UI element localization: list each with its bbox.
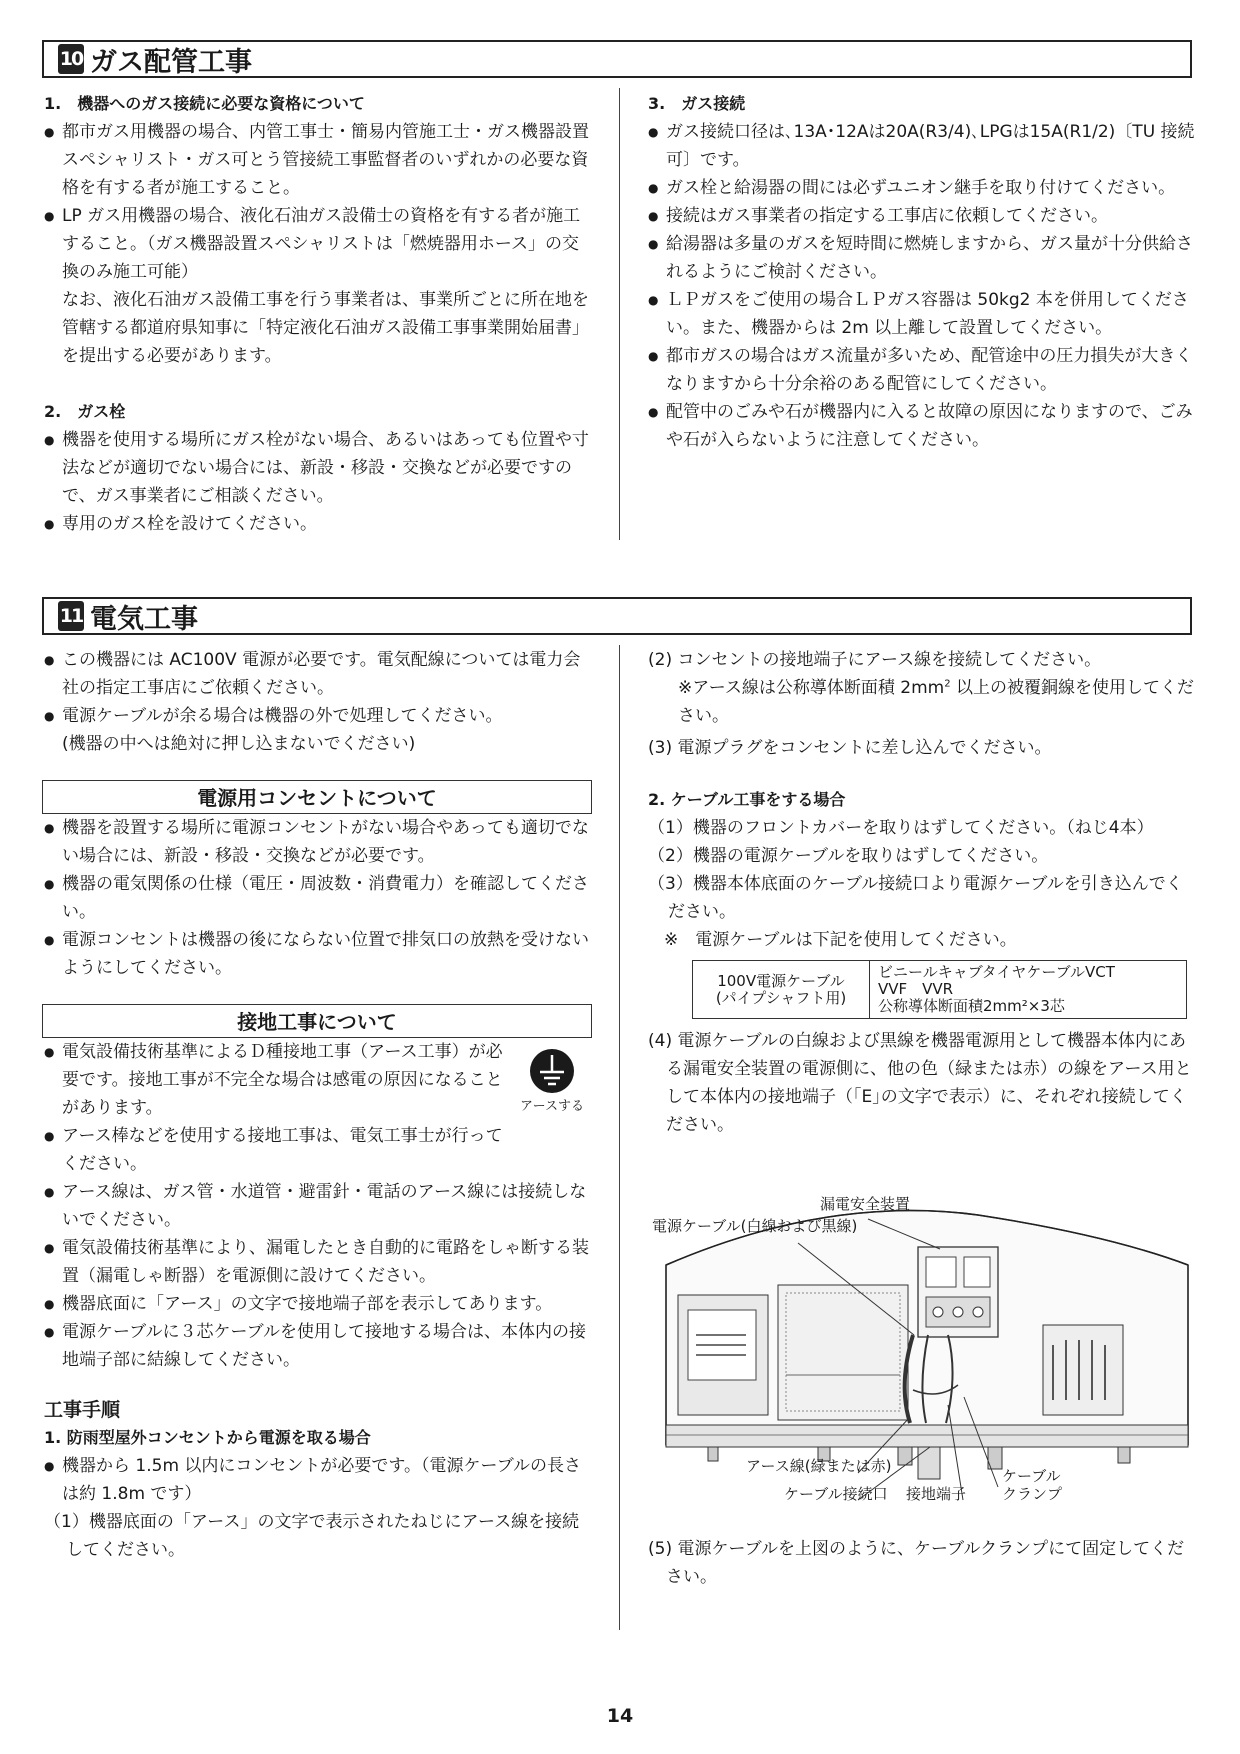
- bullet: ● 機器を設置する場所に電源コンセントがない場合やあっても適切でない場合には、新設・移設・交換などが必要です。: [44, 814, 592, 870]
- bullet: ● 機器底面に「アース」の文字で接地端子部を表示してあります。: [44, 1290, 592, 1318]
- numbered-step: (4) 電源ケーブルの白線および黒線を機器電源用として機器本体内にある漏電安全装置の電源側に、他の色（緑または赤）の線をアース用として本体内の接地端子（｢E｣の文字で表示）に、それぞれ接続してください。: [648, 1031, 1192, 1135]
- ground-heading-box: 接地工事について: [42, 1004, 592, 1038]
- section-title: 電気工事: [90, 603, 198, 635]
- bullet: ● 専用のガス栓を設けてください。: [44, 510, 592, 538]
- page-number: 14: [606, 1705, 634, 1727]
- bullet: ● 機器を使用する場所にガス栓がない場合、あるいはあっても位置や寸法などが適切でない場合には、新設・移設・交換などが必要ですので、ガス事業者にご相談ください。: [44, 426, 592, 510]
- label-cable-clamp-1: ケーブル: [1002, 1467, 1061, 1485]
- numbered-step: （1）機器のフロントカバーを取りはずしてください。（ねじ4本）: [648, 818, 1154, 838]
- bullet: ● 機器の電気関係の仕様（電圧・周波数・消費電力）を確認してください。: [44, 870, 592, 926]
- note: [648, 674, 1196, 730]
- bullet: ● 給湯器は多量のガスを短時間に燃焼しますから、ガス量が十分供給されるようにご検討ください。: [648, 230, 1196, 286]
- bullet: ● この機器には AC100V 電源が必要です。電気配線については電力会社の指定工事店にご依頼ください。: [44, 646, 592, 702]
- gas-left-column: [44, 90, 592, 538]
- bullet: ● LP ガス用機器の場合、液化石油ガス設備士の資格を有する者が施工すること。（ガス機器設置スペシャリストは「燃焼器用ホース」の交換のみ施工可能）: [44, 202, 592, 286]
- elec-right-column: [648, 646, 1196, 1139]
- note-text: ※アース線は公称導体断面積 2mm: [678, 678, 945, 698]
- bullet: ● 電源コンセントは機器の後にならない位置で排気口の放熱を受けないようにしてください。: [44, 926, 592, 982]
- cable-spec-line: VVF VVR: [878, 980, 954, 998]
- gas-right-column: [648, 90, 1196, 454]
- wiring-diagram: [648, 1185, 1208, 1525]
- bullet: ● 接続はガス事業者の指定する工事店に依頼してください。: [648, 202, 1196, 230]
- numbered-step: (5) 電源ケーブルを上図のように、ケーブルクランプにて固定してください。: [648, 1539, 1185, 1587]
- cable-spec-table: [692, 960, 1187, 1019]
- label-cable-inlet: ケーブル接続口: [784, 1485, 888, 1503]
- label-leakage-device: 漏電安全装置: [820, 1195, 911, 1213]
- ground-icon: [529, 1048, 575, 1094]
- numbered-step: （2）機器の電源ケーブルを取りはずしてください。: [648, 846, 1049, 866]
- note: (機器の中へは絶対に押し込まないでください): [62, 734, 416, 754]
- elec-section-header: [42, 597, 1192, 635]
- label-cable-clamp-2: クランプ: [1002, 1485, 1063, 1503]
- note: ※ 電源ケーブルは下記を使用してください。: [664, 930, 1017, 950]
- bullet: ● アース棒などを使用する接地工事は、電気工事士が行ってください。: [44, 1122, 517, 1178]
- cable-spec-line: 公称導体断面積2mm²×3芯: [878, 997, 1065, 1015]
- superscript: 2: [944, 678, 951, 690]
- numbered-step: （1）機器底面の「アース」の文字で表示されたねじにアース線を接続してください。: [44, 1512, 580, 1560]
- subheading: 1. 機器へのガス接続に必要な資格について: [44, 94, 365, 113]
- bullet: ● 電源ケーブルに３芯ケーブルを使用して接地する場合は、本体内の接地端子部に結線してください。: [44, 1318, 592, 1374]
- gas-section-header: [42, 40, 1192, 78]
- bullet: ● ガス栓と給湯器の間には必ずユニオン継手を取り付けてください。: [648, 174, 1196, 202]
- outlet-heading-box: 電源用コンセントについて: [42, 780, 592, 814]
- column-divider: [619, 645, 620, 1630]
- bullet: ● 機器から 1.5m 以内にコンセントが必要です。（電源ケーブルの長さは約 1.8m です）: [44, 1452, 592, 1508]
- table-cell-value: [870, 961, 1187, 1019]
- bullet: ● 都市ガスの場合はガス流量が多いため、配管途中の圧力損失が大きくなりますから十分余裕のある配管にしてください。: [648, 342, 1196, 398]
- numbered-step: （3）機器本体底面のケーブル接続口より電源ケーブルを引き込んでください。: [648, 874, 1183, 922]
- bullet: ● アース線は、ガス管・水道管・避雷針・電話のアース線には接続しないでください。: [44, 1178, 592, 1234]
- section-number: 10: [58, 44, 84, 74]
- label-power-cable: 電源ケーブル(白線および黒線): [652, 1217, 858, 1235]
- bullet: ● 電気設備技術基準によるＤ種接地工事（アース工事）が必要です。接地工事が不完全な場合は感電の原因になることがあります。: [44, 1038, 517, 1122]
- table-cell-label: [693, 961, 870, 1019]
- column-divider: [619, 88, 620, 540]
- numbered-step: (3) 電源プラグをコンセントに差し込んでください。: [648, 738, 1052, 758]
- bullet: ● 電源ケーブルが余る場合は機器の外で処理してください。: [44, 702, 592, 730]
- numbered-step: (2) コンセントの接地端子にアース線を接続してください。: [648, 650, 1102, 670]
- bullet: ● ＬＰガスをご使用の場合ＬＰガス容器は 50kg2 本を併用してください。また、機器からは 2m 以上離して設置してください。: [648, 286, 1196, 342]
- note-text-rest: 以上の被覆銅線を使用してください。: [678, 678, 1195, 726]
- subheading: 2. ケーブル工事をする場合: [648, 790, 846, 809]
- cable-spec-line: ビニールキャブタイヤケーブルVCT: [878, 963, 1115, 981]
- bullet: ● 配管中のごみや石が機器内に入ると故障の原因になりますので、ごみや石が入らないように注意してください。: [648, 398, 1196, 454]
- subheading: 2. ガス栓: [44, 402, 126, 421]
- paragraph: なお、液化石油ガス設備工事を行う事業者は、事業所ごとに所在地を管轄する都道府県知事に「特定液化石油ガス設備工事事業開始届書」を提出する必要があります。: [62, 290, 589, 366]
- label-ground-terminal: 接地端子: [906, 1485, 967, 1503]
- bullet: ● ガス接続口径は､13A･12Aは20A(R3/4)､LPGは15A(R1/2)〔TU 接続可〕です。: [648, 118, 1196, 174]
- ground-icon-label: アースする: [520, 1099, 584, 1114]
- cable-usage: (パイプシャフト用): [715, 988, 847, 1007]
- subheading: 3. ガス接続: [648, 94, 746, 113]
- elec-right-final-step: [648, 1535, 1196, 1591]
- ground-icon-block: [512, 1048, 592, 1116]
- section-title: ガス配管工事: [90, 46, 252, 78]
- subheading: 1. 防雨型屋外コンセントから電源を取る場合: [44, 1428, 371, 1447]
- cable-type: 100V電源ケーブル: [717, 971, 845, 990]
- procedure-heading: 工事手順: [44, 1399, 121, 1421]
- section-number: 11: [58, 601, 84, 631]
- label-earth-wire: アース線(緑または赤): [746, 1457, 892, 1475]
- elec-left-column: [44, 646, 592, 1564]
- bullet: ● 都市ガス用機器の場合、内管工事士・簡易内管施工士・ガス機器設置スペシャリスト・ガス可とう管接続工事監督者のいずれかの必要な資格を有する者が施工すること。: [44, 118, 592, 202]
- bullet: ● 電気設備技術基準により、漏電したとき自動的に電路をしゃ断する装置（漏電しゃ断器）を電源側に設けてください。: [44, 1234, 592, 1290]
